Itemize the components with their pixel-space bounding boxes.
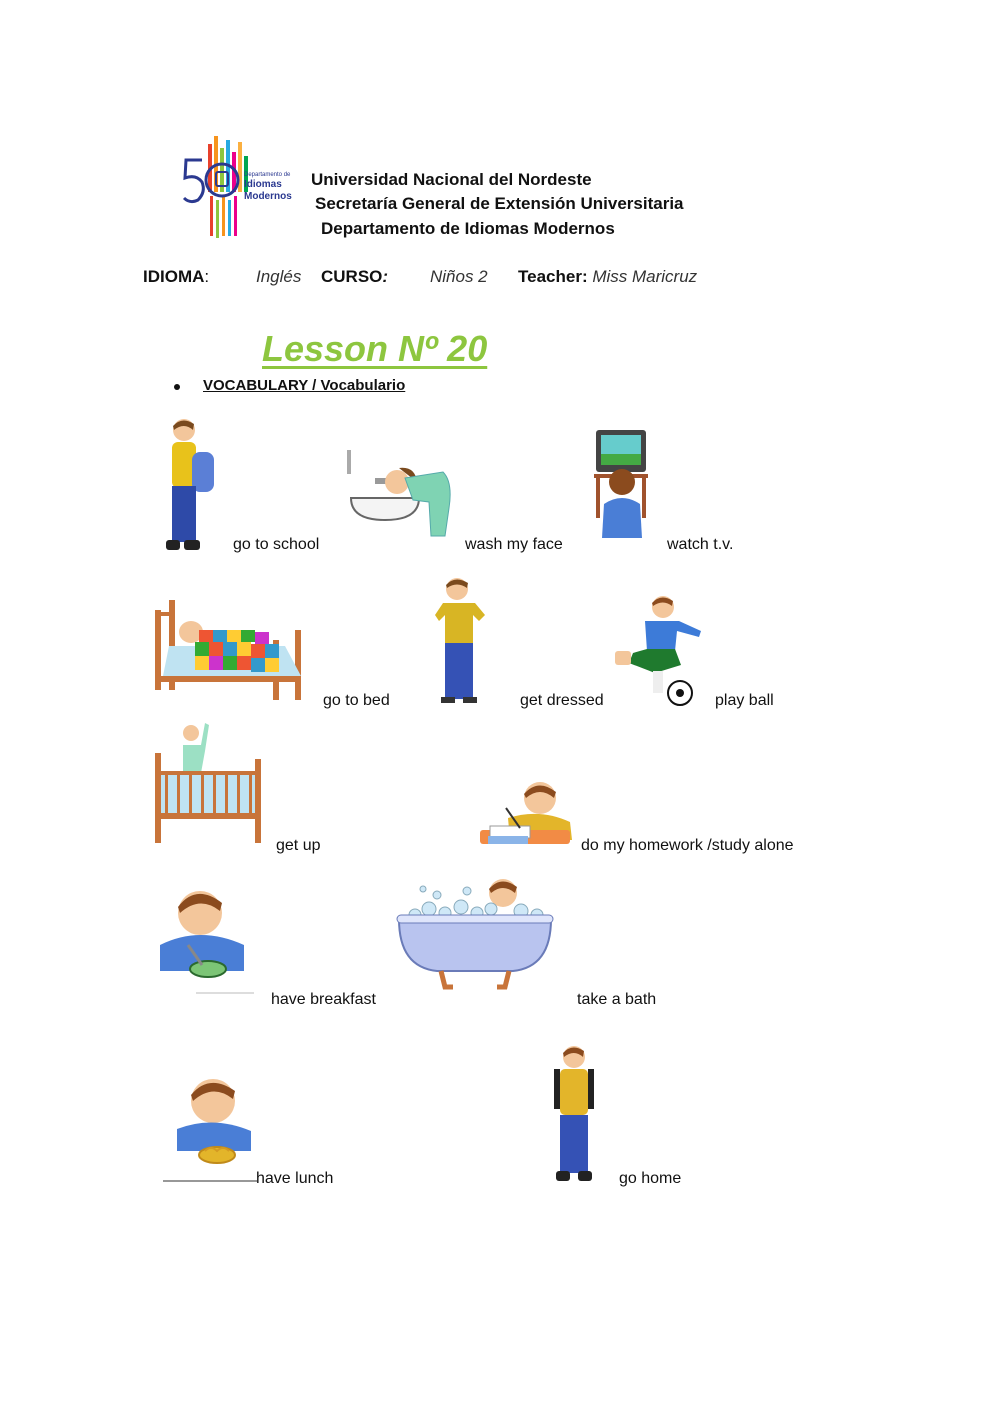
curso-field bbox=[321, 267, 388, 287]
go-home-icon bbox=[550, 1043, 600, 1185]
wash-face-icon bbox=[345, 448, 455, 538]
vocab-go-to-bed: go to bed bbox=[323, 692, 390, 709]
boy-backpack-icon bbox=[160, 416, 220, 554]
soccer-ball-icon bbox=[615, 593, 710, 708]
bathtub-icon bbox=[395, 875, 555, 990]
vocab-have-breakfast: have breakfast bbox=[271, 991, 376, 1008]
breakfast-icon bbox=[152, 885, 257, 995]
homework-icon bbox=[480, 778, 575, 853]
curso-colon: : bbox=[382, 267, 389, 286]
vocab-have-lunch: have lunch bbox=[256, 1170, 334, 1187]
crib-icon bbox=[155, 723, 265, 845]
vocab-go-home: go home bbox=[619, 1170, 682, 1187]
curso-label: CURSO bbox=[321, 267, 383, 286]
lunch-icon bbox=[163, 1075, 258, 1185]
vocab-take-a-bath: take a bath bbox=[577, 991, 657, 1008]
logo-text-1: Departamento de bbox=[244, 172, 291, 178]
vocab-get-up: get up bbox=[276, 837, 321, 854]
vocab-wash-my-face: wash my face bbox=[465, 536, 563, 553]
teacher-field bbox=[518, 267, 697, 287]
logo-text-2: Idiomas bbox=[244, 179, 282, 190]
department-logo bbox=[180, 130, 300, 242]
vocab-go-to-school: go to school bbox=[233, 536, 320, 553]
section-bullet bbox=[174, 384, 180, 390]
curso-value: Niños 2 bbox=[430, 267, 488, 286]
logo-text-3: Modernos bbox=[244, 191, 292, 202]
idioma-field bbox=[143, 267, 209, 287]
bed-icon bbox=[155, 590, 310, 705]
lesson-title: Lesson Nº 20 bbox=[262, 328, 488, 369]
vocab-get-dressed: get dressed bbox=[520, 692, 604, 709]
vocab-do-my-homework: do my homework /study alone bbox=[581, 837, 794, 854]
watch-tv-icon bbox=[592, 430, 652, 545]
teacher-label: Teacher: bbox=[518, 267, 588, 286]
idioma-colon: : bbox=[204, 267, 210, 286]
idioma-value: Inglés bbox=[256, 267, 302, 286]
idioma-label: IDIOMA bbox=[143, 267, 205, 286]
get-dressed-icon bbox=[435, 575, 495, 705]
university-name: Universidad Nacional del Nordeste bbox=[311, 170, 592, 189]
section-title: VOCABULARY / Vocabulario bbox=[203, 377, 406, 394]
secretariat-name: Secretaría General de Extensión Universitaria bbox=[315, 194, 684, 213]
vocab-play-ball: play ball bbox=[715, 692, 774, 709]
vocab-watch-tv: watch t.v. bbox=[667, 536, 734, 553]
teacher-value: Miss Maricruz bbox=[592, 267, 698, 286]
department-name: Departamento de Idiomas Modernos bbox=[321, 219, 615, 238]
